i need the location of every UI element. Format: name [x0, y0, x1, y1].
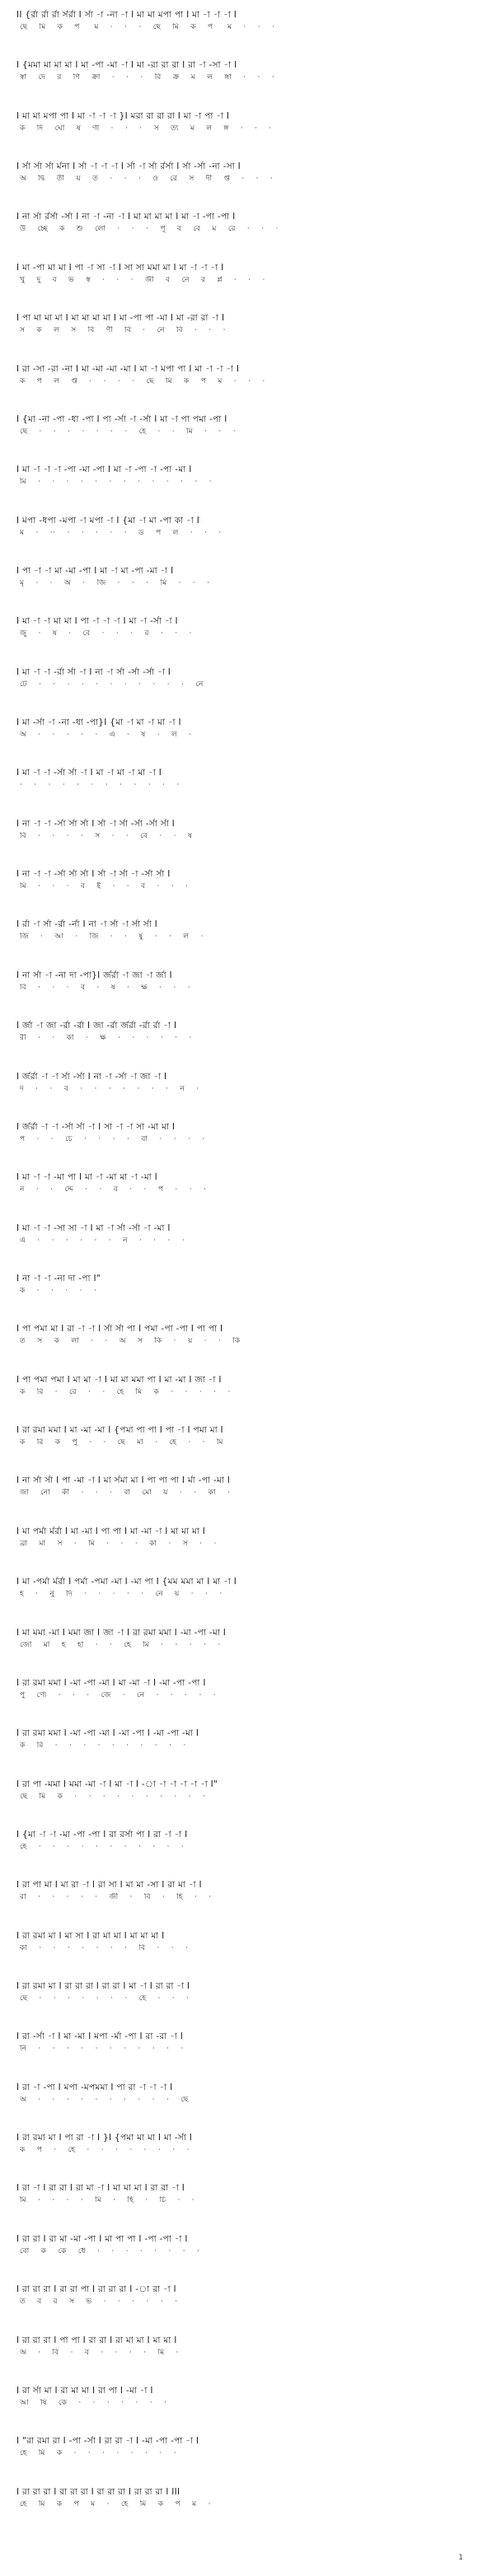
lyric-line: ক রি · রে · · হে মি ক · · · · ·: [20, 1388, 231, 1396]
notation-line: I রা রমা মা I মা সা I রা মা মা I মা মা মা I: [16, 1931, 165, 1941]
notation-line: II {র্রা র্রা র্রা র্সর্রা I র্সা -া -না -া I মা মা মপা পা I মা -া -া -া I: [16, 10, 237, 20]
notation-line: I না র্সা র্সা I পা -মা -া I মা র্সমা মা I পা পা পা I র্মা -পা -মা I: [16, 1475, 231, 1485]
notation-line: I না -া -া -র্সা র্সা র্সা I র্সা -া র্সা -র্সা -র্সা র্সা I: [16, 819, 176, 829]
lyric-line: মি · · · · মি · হি · চি · ·: [20, 2196, 195, 2204]
lyric-line: ছে · · · · · · · হে · · মি · · ·: [20, 428, 237, 436]
lyric-line: উ চ্ছে ক শু লো · · · পূ ব বে ম রে · · ·: [20, 225, 279, 233]
notation-line: I না -া -া -র্সা র্সা র্সা I র্সা -া র্সা -া -র্সা র্সা I: [16, 869, 171, 879]
lyric-line: হ · নু দি · · · · · নে য় · · ·: [20, 1590, 223, 1598]
lyric-line: পু ণ্যে · · · জে · নে · · · · ·: [20, 1691, 217, 1699]
notation-line: I মা -া -া -া -পা -মা -পা I মা -া -পা -া -পা -মা I: [16, 465, 192, 475]
notation-line: I পা পমা মা I রা -া -া I র্সা র্সা পা I পমা -পা -পা I পা পা I: [16, 1324, 223, 1334]
notation-line: I মা -া -া -র্রা র্সা -া I না -া র্সা -র্সা -র্সা -া I: [16, 667, 171, 677]
notation-line: I পা -া -া মা -মা -পা I মা -া মা -পা -মা -া I: [16, 566, 174, 576]
lyric-line: হে মি ক প ম · হে মি ক প ম ·: [20, 2500, 211, 2508]
lyric-line: জো মা হ হা · · হে মি · · · · ·: [20, 1641, 221, 1649]
notation-line: I রা -া I রা রা I রা মা -া I মা মা মা I রা রা -া I: [16, 2183, 185, 2193]
notation-line: I মা পর্মা র্মর্রা I মা -মা I পা পা I মা -মা -া I মা মা মা I: [16, 1526, 206, 1536]
lyric-line: ব্রা মা স · মি · · · কা · স · ·: [20, 1540, 217, 1548]
lyric-line: জি · আ · জি · · ষু · · ল ·: [20, 933, 204, 941]
lyric-line: বি · · · · স · · বে · · ষ: [20, 832, 193, 840]
notation-line: I মা -া -া -মা পা I মা -া -মা মা -া -মা I: [16, 1172, 158, 1182]
lyric-line: কা · · · · · · · বি · · ·: [20, 1944, 189, 1952]
lyric-line: স্বা দে র ণি ক্রা · · · বি ক্র ম ল ঙ্গা · · ·: [20, 73, 275, 82]
notation-line: I র্জর্রা -া -া -র্সা র্সা -া I সা -া -া সা -মা মা I: [16, 1122, 176, 1132]
notation-line: I {মমা মা মা মা I মা -পা -মা -া I মা -রা রা রা I রা -া -সা -া I: [16, 60, 237, 70]
notation-line: I রা রমা মমা I -মা -পা -মা I -মা -পা I -মা -পা -মা I: [16, 1728, 199, 1738]
lyric-line: অ · বি · ব · · · · মি ·: [20, 2349, 180, 2357]
lyric-line: ছে · · · · · · · হে · · ·: [20, 1994, 190, 2003]
notation-line: I র্রা -া র্সা -র্রা -র্না I না -া র্সা -া র্সা র্সা I: [16, 919, 158, 929]
lyric-line: মৃ · · অ · জি · · · মি · · ·: [20, 579, 210, 587]
notation-line: I মা মমা -মা I মমা জা I জা -া I রা রমা মমা I -মা -পা -মা I: [16, 1628, 227, 1638]
lyric-line: ছে মি ক প ম · · · ছে মি ক প ম · · ·: [20, 23, 275, 31]
lyric-line: জা নো কী · · · বা মো য় · · কা ·: [20, 1489, 231, 1497]
lyric-line: অ দ্বি তী য় ত · · · ও রে স দী প্ত · · ·: [20, 175, 274, 183]
notation-line: I রা র্সা মা I রা মা মা I রা পা I -মা -া I: [16, 2386, 153, 2396]
notation-line: I মা -পা মা মা I পা -া সা -া I সা সা মমা মা I মা -া -া -া I: [16, 263, 224, 273]
lyric-line: ত স ক লা · · অ স কি · য় · · কি: [20, 1337, 241, 1345]
lyric-line: ত ব র স ভ · · · · · ·: [20, 2298, 178, 2306]
notation-line: I রা রা রা I পা পা I রা রা I রা মা মা I মা মা I: [16, 2335, 177, 2345]
lyric-line: · · · · · · · · · · · ·: [20, 781, 180, 789]
notation-line: I রা -া -পা I মপা -মপমমা I পা রা -া -া -া I: [16, 2083, 173, 2092]
lyric-line: টে · · · · · · · · · · · নে: [20, 680, 204, 689]
notation-line: I রা -র্সা -া I মা -মা I মপা -র্মা -পা I রা -রা -া I: [16, 2031, 184, 2041]
lyric-line: বো ক কে ধে · · · · · · · ·: [20, 2247, 200, 2256]
lyric-line: ক · · · · ·: [20, 1287, 97, 1295]
lyric-line: এ · · · · · · ন · · · ·: [20, 1237, 185, 1245]
notation-line: I "রা রমা রা I -পা -র্সা I রা রা -া I -মা -পা -পা -া I: [16, 2436, 199, 2446]
notation-line: I রা রমা মা I রা রা রা I রা রা I মা -া I রা রা -া I: [16, 1981, 190, 1991]
notation-line: I রা রমা মমা I মা -মা -মা I {পমা পা পা I পা -া I পমা মা I: [16, 1425, 223, 1435]
lyric-line: জু · ষ · বে · · · র · · ·: [20, 629, 192, 638]
lyric-line: ছে মি ক · · · · · · · · · ·: [20, 1793, 206, 1801]
lyric-line: হে · · · · · · · · · · ·: [20, 1843, 185, 1851]
notation-line: I মা -া -া -র্সা র্সা -া I মা -া মা -া মা -া I: [16, 768, 162, 778]
lyric-line: ক রি · · · · · · · · · ·: [20, 1741, 186, 1750]
lyric-line: খু দু ব ভ স্ব · · · জী ব নে র প্ল · · ·: [20, 276, 265, 284]
lyric-line: আ ষি কে · · · · · · ·: [20, 2399, 167, 2407]
lyric-line: অ · · · · · · · · · · ছে: [20, 2096, 189, 2104]
notation-line: I না র্সা র্রর্সা -র্সা I না -া -না -া I মা মা মা মা I মা -া -পা -পা I: [16, 212, 236, 222]
notation-line: I মা -া -া মা মা I পা -া -া -া I মা -া -র্সা -া I: [16, 616, 178, 626]
notation-line: I {মা -া -া -মা -পা -পা I রা রর্সা পা I রা -া -া I: [16, 1830, 188, 1840]
lyric-line: বি · · · ব · ষ · ক্ষ · · ·: [20, 984, 191, 992]
lyric-line: ক প ল প্ত · · · · ছে মি ক প ম · · ·: [20, 377, 265, 386]
notation-line: I না র্সা -া -না দা -পা}I র্জর্রা -া জা -া র্জা I: [16, 970, 172, 980]
lyric-line: হে মি ক · · · · · · · ·: [20, 2449, 177, 2457]
lyric-line: ম · ·· · · · · · ড প ল · · ·: [20, 529, 222, 537]
notation-line: I রা রমা মমা I -মা -পা -মা I মা -মা -া I -মা -পা -পা I: [16, 1678, 206, 1688]
page-number: 1: [458, 2554, 463, 2562]
notation-line: I পা পমা পমা I মা মা -া I মা মা মমা পা I মা -মা I জা -া I: [16, 1375, 222, 1385]
lyric-line: ন · · দ্দে · · ব · · প · · ·: [20, 1185, 207, 1194]
notation-line: I মপা -ধপা -মপা -া মপা -া I {মা -া মা -পা কা -া I: [16, 516, 200, 526]
lyric-line: ক প · হে · · · · · · · ·: [20, 2146, 190, 2154]
notation-line: I র্জা -া জা -র্রা -র্রা I জা -র্রা র্জর্রা -র্রা র্রা -া I: [16, 1021, 177, 1031]
notation-line: I র্সা র্সা র্সা র্মনা I র্সা -া -া -া I র্সা -া র্সা র্রর্সা I র্সা -র্সা -না -সা I: [16, 161, 241, 171]
notation-line: I মা মা মপা পা I মা -া -া -া }I মরা রা রা রা I মা -া পা -া I: [16, 111, 230, 121]
lyric-line: স ক ল স বি ণী বি · নে বি · · ·: [20, 326, 227, 334]
lyric-line: প · · চে · · · · বা · · · ·: [20, 1135, 205, 1143]
lyric-line: মি · · · · · · · · · · · · ·: [20, 478, 213, 486]
notation-line: I রা পা -মমা I মমা -মা -া I মা -া I -া -া -া -া -া -া I": [16, 1779, 218, 1789]
notation-line: I রা রা রা I রা রা পা I রা রা রা I -া রা -া I: [16, 2284, 176, 2294]
notation-line: I মা -া -া -সা সা -া I মা -া র্সা -র্সা -া -মা I: [16, 1223, 171, 1233]
notation-line: I না -া -া -না দা -পা I": [16, 1274, 101, 1283]
lyric-line: ক দি ঘো ষ ণা · · · স ত্য ম ল ঙ্গ · · ·: [20, 124, 272, 133]
lyric-line: নি · · · · · · · · · · ·: [20, 2045, 184, 2053]
notation-line: I মা -র্সা -া -না -ধা -পা}I {মা -া মা -া মা -া I: [16, 718, 181, 727]
lyric-line: অ · · · · · এ · ষ · ল ·: [20, 731, 192, 739]
notation-line: I {মা -না -পা -ধা -পা I পা -র্সা -া -র্সা I মা -া পা পমা -পা I: [16, 414, 227, 424]
lyric-line: ক রি ক পু · · ছে মা · হে · · মি: [20, 1438, 224, 1447]
notation-line: I র্জর্রা -া -া র্সা -র্সা I না -া -র্সা -া জা -া I: [16, 1072, 167, 1082]
notation-line: I পা মা মা মা I মা মা মা মা I মা -পা পা -মা I মা -রা রা -া I: [16, 313, 225, 323]
notation-line: I রা রমা মা I পা রা -া I }I {পমা মা মা I মা -র্সা I: [16, 2133, 193, 2143]
notation-line: I রা রা রা I রা রা রা I রা রা রা I রা রা রা I III: [16, 2487, 180, 2497]
notation-line: I রা -সা -রা -না I মা -মা -মা -মা I মা -া মপা পা I মা -া -া -া I: [16, 364, 240, 374]
notation-line: I রা রা I রা মা -মা -পা I মা পা পা I -পা -পা -া I: [16, 2234, 188, 2244]
lyric-line: মি · · · ব ই · · ব · · ·: [20, 882, 189, 891]
notation-line: I রা পা মা I মা রা -া I রা সা I মা মা -সা I রা মা -া I: [16, 1880, 202, 1890]
lyric-line: দ · · ব · · · · · · · ন ·: [20, 1085, 199, 1093]
notation-line: I মা -পর্মা র্মর্রা I পর্মা -পমা -মা I -মা পা I {মম মমা মা I মা -া I: [16, 1577, 237, 1587]
lyric-line: রী · · কা · ক্ষ · · · · · ·: [20, 1034, 192, 1042]
lyric-line: রা · · · · · জী · বি · হি · ·: [20, 1893, 212, 1901]
